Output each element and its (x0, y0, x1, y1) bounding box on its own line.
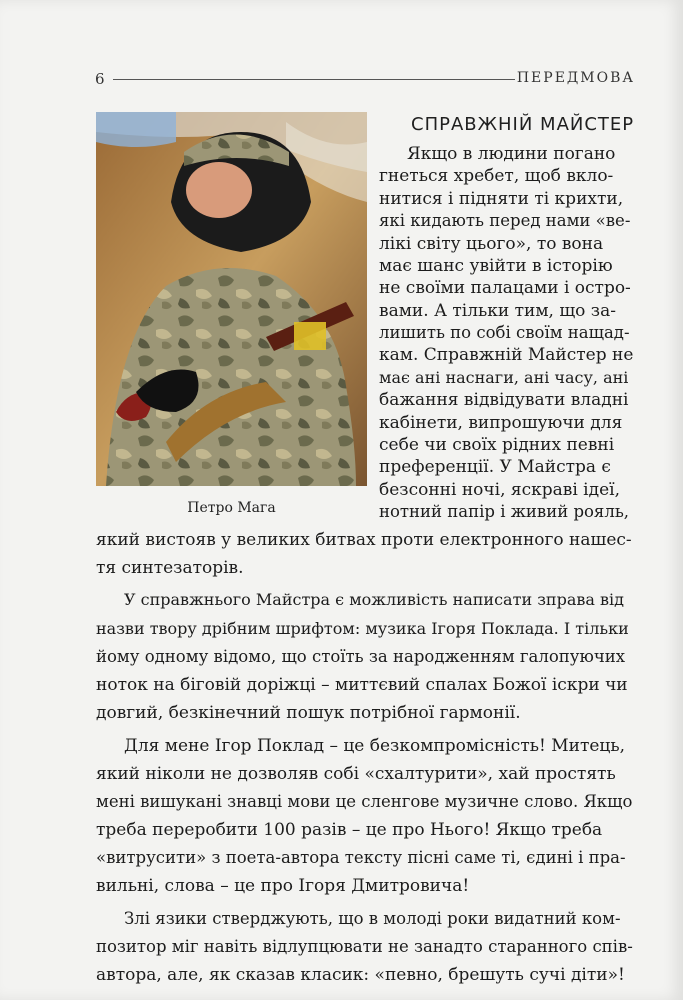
article-heading: СПРАВЖНІЙ МАЙСТЕР (411, 114, 635, 135)
text-line: ноток на біговій доріжці – миттєвий спалах Божої іскри чи (96, 675, 628, 695)
text-line: тя синтезаторів. (96, 558, 244, 578)
text-line: безсонні ночі, яскраві ідеї, (379, 480, 620, 500)
text-line: не своїми палацами і остро- (379, 278, 631, 298)
text-line: Злі язики стверджують, що в молоді роки видатний ком- (124, 909, 621, 928)
text-line: «витрусити» з поета-автора тексту пісні саме ті, єдині і пра- (96, 848, 626, 867)
text-line: довгий, безкінечний пошук потрібної гармонії. (96, 703, 521, 723)
text-line: У справжнього Майстра є можливість написати зправа від (124, 590, 624, 609)
running-header (95, 70, 635, 90)
text-line: гнеться хребет, щоб вкло- (379, 166, 614, 186)
text-line: позитор міг навіть відлупцювати не занадто старанного спів- (96, 937, 633, 956)
text-line: мені вишукані знавці мови це сленгове музичне слово. Якщо (96, 792, 633, 811)
text-line: автора, але, як сказав класик: «певно, брешуть сучі діти»! (96, 965, 625, 985)
text-line: треба переробити 100 разів – це про Нього! Якщо треба (96, 820, 603, 840)
section-title: ПЕРЕДМОВА (516, 70, 635, 86)
text-line: кам. Справжній Майстер не (379, 345, 634, 365)
text-line: преференції. У Майстра є (379, 457, 611, 477)
text-line: нитися і підняти ті крихти, (379, 189, 624, 209)
text-line: назви твору дрібним шрифтом: музика Ігоря Поклада. І тільки (96, 619, 629, 638)
text-line: має ані наснаги, ані часу, ані (379, 368, 629, 387)
text-line: лікі світу цього», то вона (379, 234, 604, 254)
page-number: 6 (95, 70, 105, 88)
text-line: лишить по собі своїм нащад- (379, 323, 630, 342)
text-line: бажання відвідувати владні (379, 390, 629, 410)
soldier-photo-illustration (96, 112, 367, 486)
text-line: який ніколи не дозволяв собі «схалтурити», хай простять (96, 764, 616, 784)
text-line: нотний папір і живий рояль, (379, 502, 630, 521)
photo-caption: Петро Мага (187, 500, 276, 516)
text-line: кабінети, випрошуючи для (379, 413, 623, 433)
text-line: вами. А тільки тим, що за- (379, 301, 616, 321)
text-line: який вистояв у великих битвах проти електронного нашес- (96, 530, 632, 550)
text-line: йому одному відомо, що стоїть за народженням галопуючих (96, 647, 626, 666)
text-line: вильні, слова – це про Ігоря Дмитровича! (96, 876, 470, 896)
text-line: Для мене Ігор Поклад – це безкомпромісність! Митець, (124, 736, 626, 756)
header-rule (113, 79, 515, 80)
portrait-photo (96, 112, 367, 486)
text-line: себе чи своїх рідних певні (379, 435, 615, 455)
text-line: Якщо в людини погано (407, 144, 616, 164)
text-line: має шанс увійти в історію (379, 256, 613, 276)
text-line: які кидають перед нами «ве- (379, 211, 631, 230)
